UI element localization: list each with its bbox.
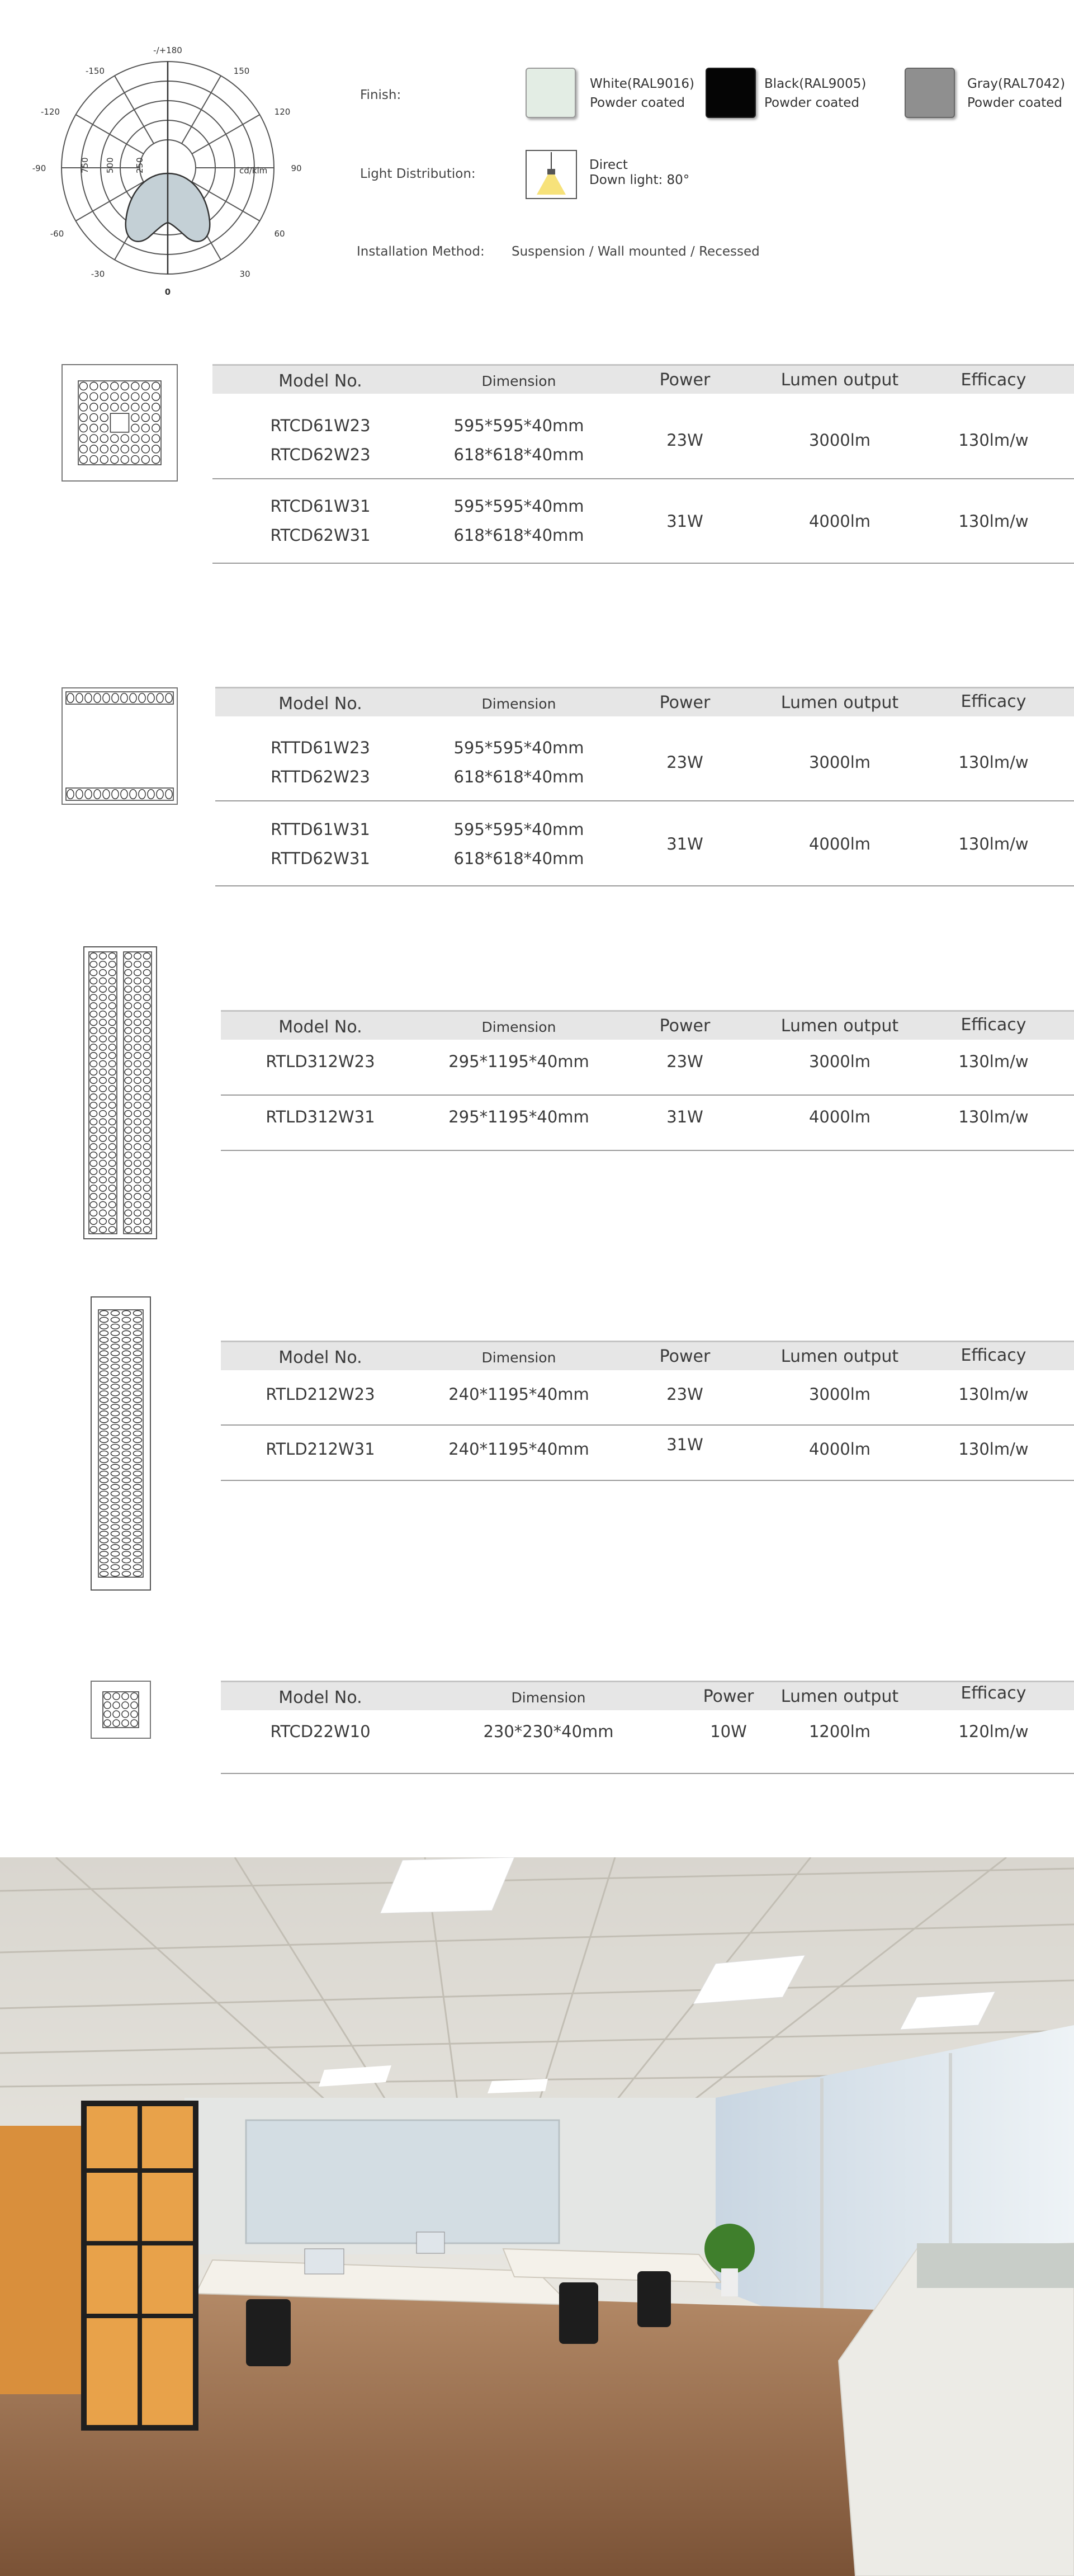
dimension-value: 595*595*40mm [453,497,584,516]
finish-white-text [590,74,694,112]
angle-label-180: -/+180 [153,45,182,55]
row-divider [221,1424,1074,1426]
finish-white-coating: Powder coated [590,96,685,110]
efficacy-cell: 130lm/w [958,1107,1029,1126]
finish-gray-text [967,74,1065,112]
row-divider [221,1773,1074,1774]
product-table-4 [221,1341,1074,1486]
angle-label-neg30: -30 [91,269,105,279]
lumen-cell: 4000lm [808,1440,871,1459]
angle-label-0: 0 [164,287,171,297]
row-divider [221,1150,1074,1151]
light-distribution-type: Direct [589,158,628,172]
angle-label-90: 90 [291,163,302,173]
product-image-rtcd6 [61,364,178,482]
header-lumen: Lumen output [780,1016,899,1036]
model-number: RTTD61W23 [271,738,370,757]
model-number: RTCD62W31 [270,526,371,545]
finish-white-name: White(RAL9016) [590,77,694,91]
model-cell [270,492,370,550]
model-cell: RTLD212W31 [266,1440,375,1459]
finish-swatch-white [526,68,576,118]
header-dimension: Dimension [481,1019,556,1035]
dimension-value: 618*618*40mm [453,526,584,545]
radial-label-500: 500 [105,157,115,173]
angle-label-60: 60 [274,229,285,239]
power-cell: 23W [666,431,703,450]
product-table-5 [221,1681,1074,1781]
header-model: Model No. [278,1348,362,1367]
angle-label-neg150: -150 [85,66,105,76]
header-lumen: Lumen output [780,370,899,390]
light-distribution-label: Light Distribution: [360,167,476,181]
polar-unit-label: cd/klm [239,166,268,176]
power-cell: 10W [710,1722,747,1741]
dimension-value: 618*618*40mm [453,767,584,786]
finish-gray-coating: Powder coated [967,96,1063,110]
light-distribution-text [589,158,689,188]
angle-label-150: 150 [233,66,250,76]
polar-light-distribution-diagram [22,34,335,313]
finish-gray-name: Gray(RAL7042) [967,77,1066,91]
header-efficacy: Efficacy [961,370,1026,390]
header-efficacy: Efficacy [961,1015,1026,1035]
header-efficacy: Efficacy [961,1346,1026,1365]
model-cell: RTLD312W31 [266,1107,375,1126]
efficacy-cell: 130lm/w [958,512,1029,531]
header-model: Model No. [278,1017,362,1037]
header-lumen: Lumen output [780,1687,899,1706]
finish-swatch-black [706,68,756,118]
office-interior-photo [0,1857,1074,2576]
model-number: RTTD61W31 [271,820,370,839]
row-divider [221,1480,1074,1481]
header-model: Model No. [278,1688,362,1707]
product-image-rttd6 [61,687,178,805]
downlight-icon [526,150,577,199]
angle-label-30: 30 [239,269,250,279]
dimension-cell [453,411,584,469]
product-image-rtcd22 [91,1681,151,1739]
radial-label-250: 250 [135,157,145,173]
header-power: Power [659,693,711,713]
header-dimension: Dimension [481,373,556,389]
angle-label-120: 120 [274,107,291,117]
dimension-cell: 230*230*40mm [483,1722,614,1741]
header-dimension: Dimension [511,1690,586,1706]
lumen-cell: 4000lm [808,834,871,853]
model-cell [271,815,370,873]
efficacy-cell: 130lm/w [958,1052,1029,1071]
model-cell: RTCD22W10 [270,1722,371,1741]
model-number: RTCD61W23 [270,416,371,435]
dimension-cell: 240*1195*40mm [448,1385,589,1404]
radial-label-750: 750 [80,157,90,173]
model-number: RTCD61W31 [270,497,371,516]
header-lumen: Lumen output [780,1347,899,1366]
light-distribution-angle: Down light: 80° [589,173,690,187]
header-model: Model No. [278,371,362,391]
installation-method-value: Suspension / Wall mounted / Recessed [512,244,760,259]
lumen-cell: 4000lm [808,1107,871,1126]
header-efficacy: Efficacy [961,1683,1026,1703]
efficacy-cell: 130lm/w [958,834,1029,853]
finish-swatch-gray [905,68,955,118]
power-cell: 31W [666,834,703,853]
dimension-value: 595*595*40mm [453,738,584,757]
dimension-value: 618*618*40mm [453,849,584,868]
finish-black-name: Black(RAL9005) [764,77,867,91]
efficacy-cell: 130lm/w [958,753,1029,772]
power-cell: 23W [666,753,703,772]
header-power: Power [659,1347,711,1366]
dimension-value: 595*595*40mm [453,416,584,435]
lumen-cell: 4000lm [808,512,871,531]
model-number: RTTD62W31 [271,849,370,868]
row-divider [215,800,1074,801]
dimension-cell [453,492,584,550]
lumen-cell: 3000lm [808,753,871,772]
efficacy-cell: 130lm/w [958,1385,1029,1404]
efficacy-cell: 130lm/w [958,431,1029,450]
efficacy-cell: 130lm/w [958,1440,1029,1459]
lumen-cell: 3000lm [808,431,871,450]
row-divider [212,563,1074,564]
angle-label-neg90: -90 [32,163,46,173]
model-number: RTCD62W23 [270,445,371,464]
power-cell: 23W [666,1385,703,1404]
model-number: RTTD62W23 [271,767,370,786]
lumen-cell: 1200lm [808,1722,871,1741]
power-cell: 31W [666,1435,703,1454]
finish-black-coating: Powder coated [764,96,860,110]
finish-black-text [764,74,866,112]
model-cell: RTLD312W23 [266,1052,375,1071]
product-image-rtld212 [91,1296,151,1591]
dimension-cell: 295*1195*40mm [448,1107,589,1126]
angle-label-neg60: -60 [50,229,64,239]
header-power: Power [659,370,711,390]
model-cell [271,733,370,791]
dimension-cell: 240*1195*40mm [448,1440,589,1459]
product-image-rtld312 [83,946,157,1239]
product-table-1 [212,364,1074,565]
dimension-value: 618*618*40mm [453,445,584,464]
model-cell: RTLD212W23 [266,1385,375,1404]
product-table-3 [221,1010,1074,1155]
power-cell: 31W [666,512,703,531]
header-dimension: Dimension [481,696,556,712]
installation-method-label: Installation Method: [357,244,485,259]
header-lumen: Lumen output [780,693,899,713]
header-efficacy: Efficacy [961,692,1026,711]
lumen-cell: 3000lm [808,1052,871,1071]
header-dimension: Dimension [481,1350,556,1366]
efficacy-cell: 120lm/w [958,1722,1029,1741]
product-table-2 [215,687,1074,888]
finish-label: Finish: [360,88,401,102]
power-cell: 23W [666,1052,703,1071]
header-power: Power [659,1016,711,1036]
header-power: Power [703,1687,754,1706]
dimension-cell [453,815,584,873]
row-divider [221,1094,1074,1096]
power-cell: 31W [666,1107,703,1126]
dimension-cell [453,733,584,791]
header-model: Model No. [278,694,362,714]
model-cell [270,411,370,469]
lumen-cell: 3000lm [808,1385,871,1404]
row-divider [212,478,1074,479]
dimension-cell: 295*1195*40mm [448,1052,589,1071]
angle-label-neg120: -120 [40,107,60,117]
dimension-value: 595*595*40mm [453,820,584,839]
row-divider [215,885,1074,886]
